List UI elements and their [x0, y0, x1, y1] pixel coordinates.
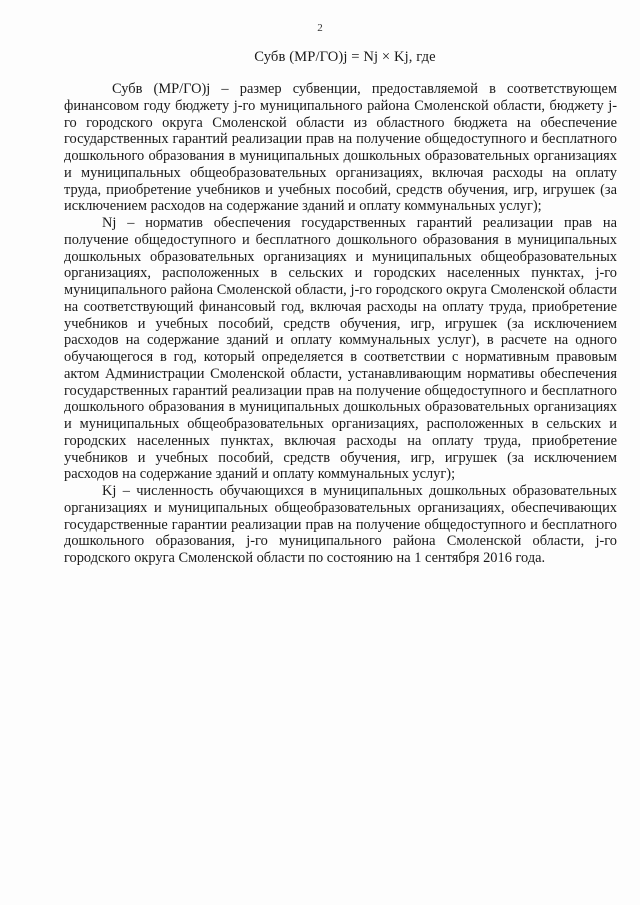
paragraph-norm-definition: Nj – норматив обеспечения государственных гарантий реализации прав на получение общедоступного и бесплатного дошкольного образования в муниципальных дошкольных образовательных организациях и муниципальных общеобразовательных организациях, расположенных в сельских и городских населенных пунктах, j-го муниципального района Смоленской области, j-го городского округа Смоленской области на соответствующий финансовый год, включая расходы на оплату труда, приобретение учебников и учебных пособий, средств обучения, игр, игрушек (за исключением расходов на содержание зданий и оплату коммунальных услуг), в расчете на одного обучающегося в год, который определяется в соответствии с нормативным правовым актом Администрации Смоленской области, устанавливающим нормативы обеспечения государственных гарантий реализации прав на получение общедоступного и бесплатного дошкольного образования в муниципальных дошкольных образовательных организациях и муниципальных общеобразовательных организациях, расположенных в сельских и городских населенных пунктах, включая расходы на оплату труда, приобретение учебников и учебных пособий, средств обучения, игр, игрушек (за исключением расходов на содержание зданий и оплату коммунальных услуг); [64, 215, 617, 483]
paragraph-count-definition: Kj – численность обучающихся в муниципальных дошкольных образовательных организациях и муниципальных общеобразовательных организациях, обеспечивающих государственные гарантии реализации прав на получение общедоступного и бесплатного дошкольного образования, j-го муниципального района Смоленской области, j-го городского округа Смоленской области по состоянию на 1 сентября 2016 года. [64, 483, 617, 566]
body-text [64, 81, 617, 567]
page-number: 2 [317, 22, 323, 34]
paragraph-subvention-definition: Субв (МР/ГО)j – размер субвенции, предоставляемой в соответствующем финансовом году бюджету j-го муниципального района Смоленской области, бюджету j-го городского округа Смоленской области из областного бюджета на обеспечение государственных гарантий реализации прав на получение общедоступного и бесплатного дошкольного образования в муниципальных дошкольных образовательных организациях и муниципальных общеобразовательных организациях, включая расходы на оплату труда, приобретение учебников и учебных пособий, средств обучения, игр, игрушек (за исключением расходов на содержание зданий и оплату коммунальных услуг); [64, 81, 617, 215]
formula: Субв (МР/ГО)j = Nj × Kj, где [254, 49, 436, 65]
